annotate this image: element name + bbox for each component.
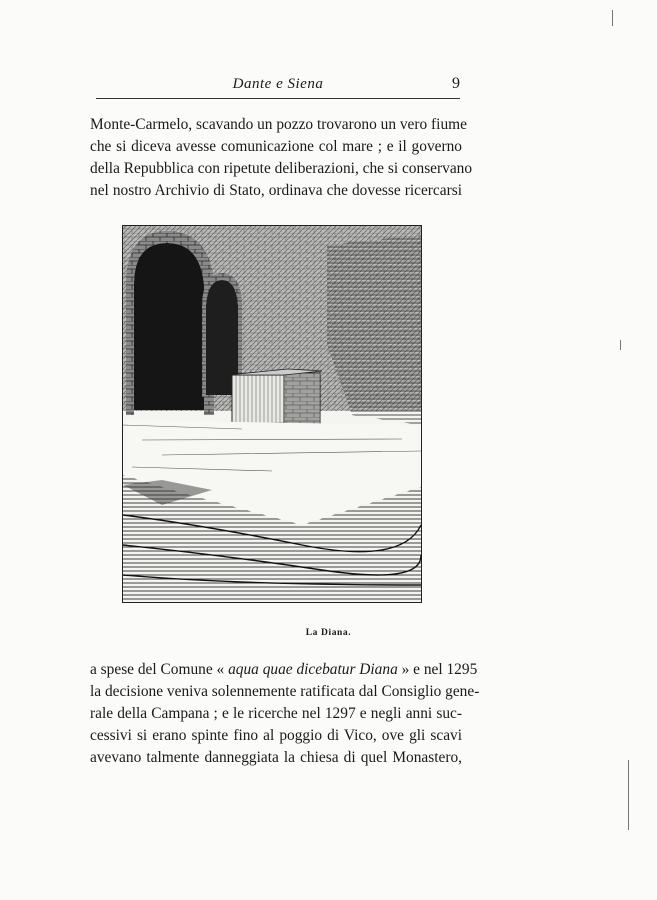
paragraph-bottom bbox=[90, 659, 480, 769]
running-header bbox=[96, 76, 460, 98]
text-line: cessivi si erano spinte fino al poggio di Vico, ove gli scavi bbox=[90, 727, 462, 744]
text-line bbox=[90, 659, 478, 681]
engraving-la-diana bbox=[122, 225, 422, 603]
margin-mark bbox=[620, 340, 621, 350]
running-title: Dante e Siena bbox=[232, 76, 324, 92]
text-line: della Repubblica con ripetute deliberazioni, che si conservano bbox=[90, 160, 473, 177]
text-line: nel nostro Archivio di Stato, ordinava che dovesse ricercarsi bbox=[90, 182, 462, 199]
page-number: 9 bbox=[452, 75, 460, 92]
text-run: » e nel 1295 bbox=[397, 661, 478, 678]
header-rule bbox=[96, 98, 460, 99]
figure-caption: La Diana. bbox=[305, 628, 352, 638]
text-line: avevano talmente danneggiata la chiesa di quel Monastero, bbox=[90, 749, 462, 766]
italic-quote: aqua quae dicebatur Diana bbox=[228, 661, 398, 678]
text-line: che si diceva avesse comunicazione col mare ; e il governo bbox=[90, 138, 462, 155]
text-run: a spese del Comune « bbox=[90, 661, 229, 678]
text-line: la decisione veniva solennemente ratificata dal Consiglio gene- bbox=[90, 683, 480, 700]
margin-mark bbox=[612, 10, 613, 26]
margin-mark bbox=[628, 760, 629, 830]
text-line: Monte-Carmelo, scavando un pozzo trovarono un vero fiume bbox=[90, 116, 467, 133]
text-line: rale della Campana ; e le ricerche nel 1297 e negli anni suc- bbox=[90, 705, 462, 722]
paragraph-top bbox=[90, 114, 473, 202]
